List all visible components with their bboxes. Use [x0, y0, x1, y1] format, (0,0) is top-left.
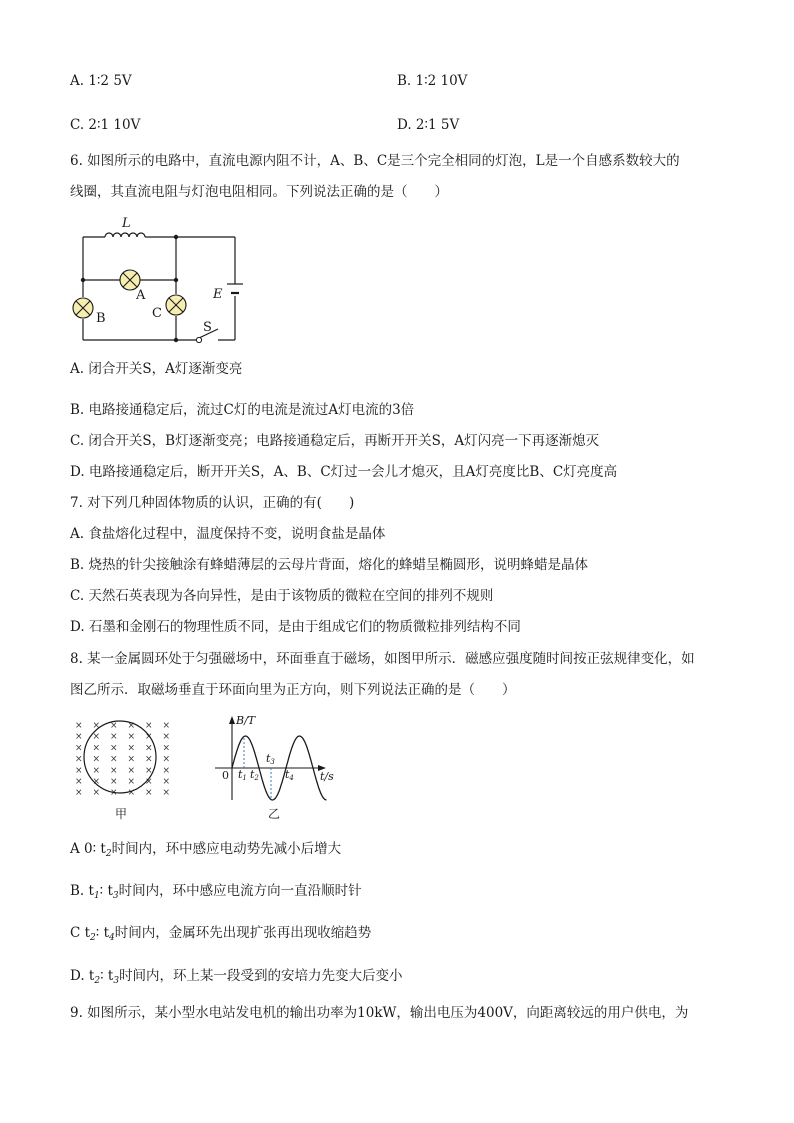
- field-cross-mark: ×: [162, 754, 171, 765]
- q6-option-c: C. 闭合开关S，B灯逐渐变亮；电路接通稳定后，再断开开关S，A灯闪亮一下再逐渐熄灭: [70, 433, 600, 449]
- label-ylabel: B/T: [236, 714, 256, 727]
- field-cross-mark: ×: [75, 777, 83, 787]
- field-cross-mark: ×: [145, 788, 153, 799]
- q8-option-c: C $t_2∶$ $t_4$时间内，金属环先出现扩张再出现收缩趋势: [70, 925, 372, 943]
- field-cross-mark: ×: [75, 721, 83, 731]
- field-cross-mark: ×: [127, 721, 136, 731]
- field-cross-mark: ×: [127, 732, 136, 743]
- field-cross-mark: ×: [92, 743, 101, 754]
- q7-option-a: A. 食盐熔化过程中，温度保持不变，说明食盐是晶体: [70, 526, 386, 542]
- q8-stem-line2: 图乙所示．取磁场垂直于环面向里为正方向，则下列说法正确的是（ ）: [70, 682, 516, 698]
- label-a: A: [136, 288, 146, 303]
- q5-option-c: C. 2∶1 10V: [70, 117, 141, 133]
- q6-option-b: B. 电路接通稳定后，流过C灯的电流是流过A灯电流的3倍: [70, 402, 415, 418]
- field-cross-mark: ×: [110, 721, 118, 731]
- q7-stem: 7. 对下列几种固体物质的认识，正确的有( ): [70, 495, 355, 511]
- field-cross-mark: ×: [110, 765, 118, 776]
- field-cross-mark: ×: [92, 721, 101, 731]
- field-cross-mark: ×: [75, 743, 83, 754]
- q9-stem-line1: 9. 如图所示，某小型水电站发电机的输出功率为10kW，输出电压为400V，向距离较远的用户供电，为: [70, 1005, 689, 1021]
- label-xlabel: t/s: [320, 770, 334, 783]
- field-cross-mark: ×: [110, 777, 118, 787]
- field-cross-mark: ×: [162, 732, 171, 743]
- label-jia: 甲: [115, 807, 128, 821]
- svg-text:t2: t2: [250, 768, 259, 782]
- q8-option-b: B. $t_1∶$ $t_3$时间内，环中感应电流方向一直沿顺时针: [70, 883, 362, 901]
- field-cross-mark: ×: [110, 732, 118, 743]
- field-cross-mark: ×: [92, 754, 101, 765]
- field-cross-mark: ×: [127, 754, 136, 765]
- q8-option-d: D. $t_2∶$ $t_3$时间内，环上某一段受到的安培力先变大后变小: [70, 968, 403, 986]
- label-e: E: [213, 287, 223, 302]
- q6-option-d: D. 电路接通稳定后，断开开关S，A、B、C灯过一会儿才熄灭，且A灯亮度比B、C灯亮度高: [70, 464, 618, 480]
- field-cross-mark: ×: [162, 743, 171, 754]
- q7-option-c: C. 天然石英表现为各向异性，是由于该物质的微粒在空间的排列不规则: [70, 588, 494, 604]
- field-cross-mark: ×: [75, 765, 83, 776]
- field-cross-mark: ×: [75, 788, 83, 799]
- q6-stem-line2: 线圈，其直流电阻与灯泡电阻相同。下列说法正确的是（ ）: [70, 184, 448, 200]
- field-cross-mark: ×: [127, 777, 136, 787]
- field-cross-mark: ×: [162, 721, 171, 731]
- field-cross-mark: ×: [110, 754, 118, 765]
- q8-option-a: A 0∶ $t_2$时间内，环中感应电动势先减小后增大: [70, 841, 342, 859]
- field-cross-mark: ×: [145, 721, 153, 731]
- svg-text:t3: t3: [266, 752, 275, 766]
- q5-option-a: A. 1∶2 5V: [70, 73, 132, 89]
- svg-text:t4: t4: [285, 768, 294, 782]
- q7-option-d: D. 石墨和金刚石的物理性质不同，是由于组成它们的物质微粒排列结构不同: [70, 619, 521, 635]
- field-cross-mark: ×: [92, 765, 101, 776]
- field-cross-mark: ×: [145, 754, 153, 765]
- field-cross-mark: ×: [92, 788, 101, 799]
- label-l: L: [122, 216, 131, 231]
- field-cross-mark: ×: [145, 765, 153, 776]
- field-cross-mark: ×: [75, 754, 83, 765]
- q8-stem-line1: 8. 某一金属圆环处于匀强磁场中，环面垂直于磁场，如图甲所示．磁感应强度随时间按正弦规律变化，如: [70, 651, 695, 667]
- field-cross-mark: ×: [110, 743, 118, 754]
- label-s: S: [203, 320, 212, 335]
- label-c: C: [152, 306, 162, 321]
- field-cross-mark: ×: [162, 765, 171, 776]
- field-cross-mark: ×: [127, 788, 136, 799]
- svg-text:t1: t1: [238, 768, 247, 782]
- label-b: B: [96, 311, 106, 326]
- field-cross-mark: ×: [127, 743, 136, 754]
- field-cross-mark: ×: [110, 788, 118, 799]
- field-cross-mark: ×: [162, 788, 171, 799]
- label-yi: 乙: [268, 807, 281, 821]
- field-cross-mark: ×: [127, 765, 136, 776]
- field-cross-mark: ×: [92, 732, 101, 743]
- q6-stem-line1: 6. 如图所示的电路中，直流电源内阻不计，A、B、C是三个完全相同的灯泡，L是一个自感系数较大的: [70, 153, 680, 169]
- field-cross-mark: ×: [162, 777, 171, 787]
- q5-option-d: D. 2∶1 5V: [397, 117, 460, 133]
- field-cross-mark: ×: [92, 777, 101, 787]
- field-cross-mark: ×: [145, 732, 153, 743]
- q7-option-b: B. 烧热的针尖接触涂有蜂蜡薄层的云母片背面，熔化的蜂蜡呈椭圆形，说明蜂蜡是晶体: [70, 557, 589, 573]
- field-cross-mark: ×: [145, 777, 153, 787]
- q6-option-a: A. 闭合开关S，A灯逐渐变亮: [70, 361, 243, 377]
- label-origin: 0: [222, 769, 229, 782]
- q5-option-b: B. 1∶2 10V: [397, 73, 468, 89]
- field-cross-mark: ×: [75, 732, 83, 743]
- field-cross-mark: ×: [145, 743, 153, 754]
